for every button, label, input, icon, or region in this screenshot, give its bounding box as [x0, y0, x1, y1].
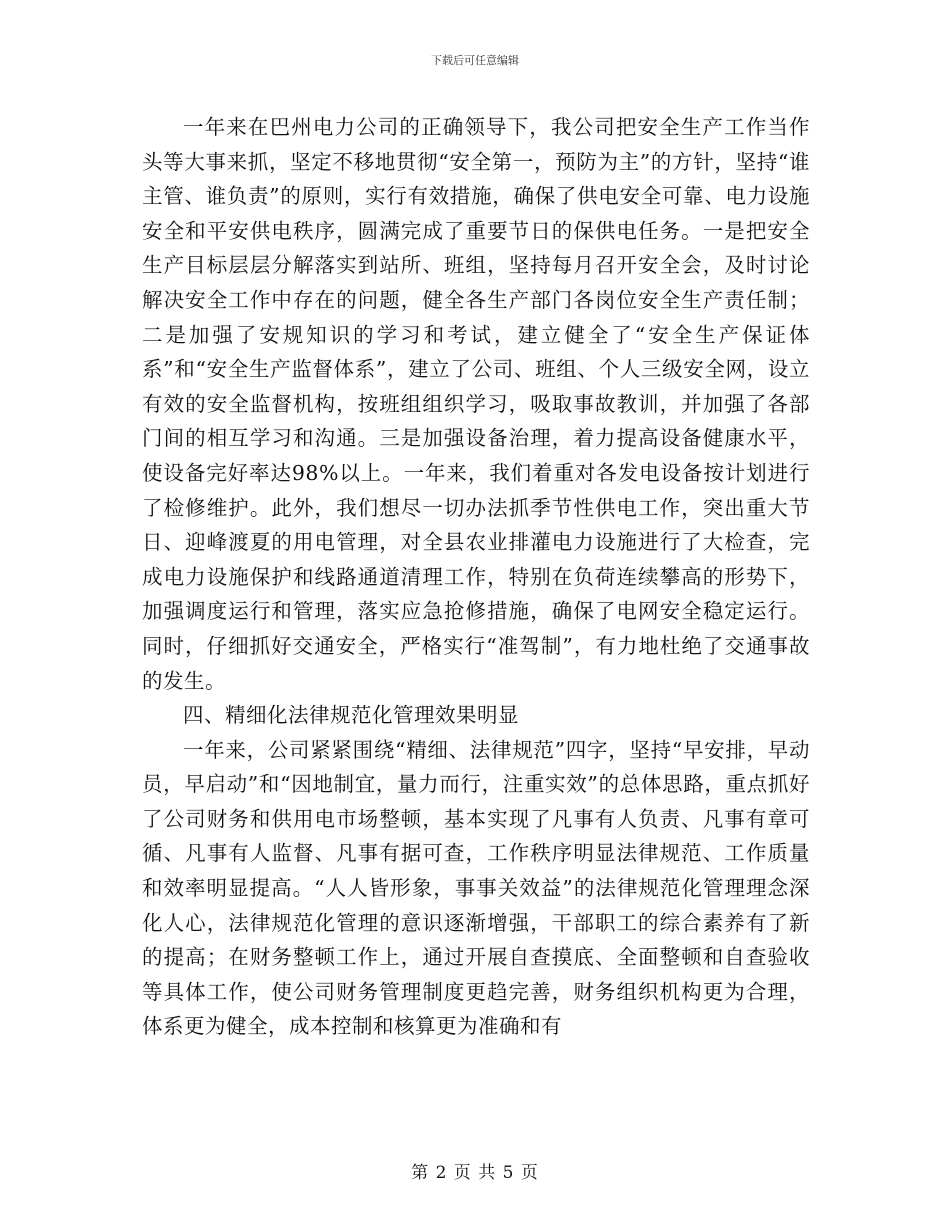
section-heading: 四、精细化法律规范化管理效果明显 [183, 703, 519, 728]
document-body [142, 110, 810, 1044]
paragraph-safety-production: 一年来在巴州电力公司的正确领导下，我公司把安全生产工作当作头等大事来抓，坚定不移地贯彻“安全第一，预防为主”的方针，坚持“谁主管、谁负责”的原则，实行有效措施，确保了供电安全可靠、电力设施安全和平安供电秩序，圆满完成了重要节日的保供电任务。一是把安全生产目标层层分解落实到站所、班组，坚持每月召开安全会，及时讨论解决安全工作中存在的问题，健全各生产部门各岗位安全生产责任制；二是加强了安规知识的学习和考试，建立健全了“安全生产保证体系”和“安全生产监督体系”，建立了公司、班组、个人三级安全网，设立有效的安全监督机构，按班组组织学习，吸取事故教训，并加强了各部门间的相互学习和沟通。三是加强设备治理，着力提高设备健康水平，使设备完好率达98%以上。一年来，我们着重对各发电设备按计划进行了检修维护。此外，我们想尽一切办法抓季节性供电工作，突出重大节日、迎峰渡夏的用电管理，对全县农业排灌电力设施进行了大检查，完成电力设施保护和线路通道清理工作，特别在负荷连续攀高的形势下，加强调度运行和管理，落实应急抢修措施，确保了电网安全稳定运行。同时，仔细抓好交通安全，严格实行“准驾制”，有力地杜绝了交通事故的发生。 [142, 115, 810, 693]
page-number-footer: 第 2 页 共 5 页 [411, 1163, 539, 1183]
page-header: 下载后可任意编辑 [431, 54, 519, 67]
paragraph-refined-management: 一年来，公司紧紧围绕“精细、法律规范”四字，坚持“早安排，早动员，早启动”和“因地制宜，量力而行，注重实效”的总体思路，重点抓好了公司财务和供用电市场整顿，基本实现了凡事有人负责、凡事有章可循、凡事有人监督、凡事有据可查，工作秩序明显法律规范、工作质量和效率明显提高。“人人皆形象，事事关效益”的法律规范化管理理念深化人心，法律规范化管理的意识逐渐增强，干部职工的综合素养有了新的提高；在财务整顿工作上，通过开展自查摸底、全面整顿和自查验收等具体工作，使公司财务管理制度更趋完善，财务组织机构更为合理，体系更为健全，成本控制和核算更为准确和有 [142, 737, 810, 1039]
